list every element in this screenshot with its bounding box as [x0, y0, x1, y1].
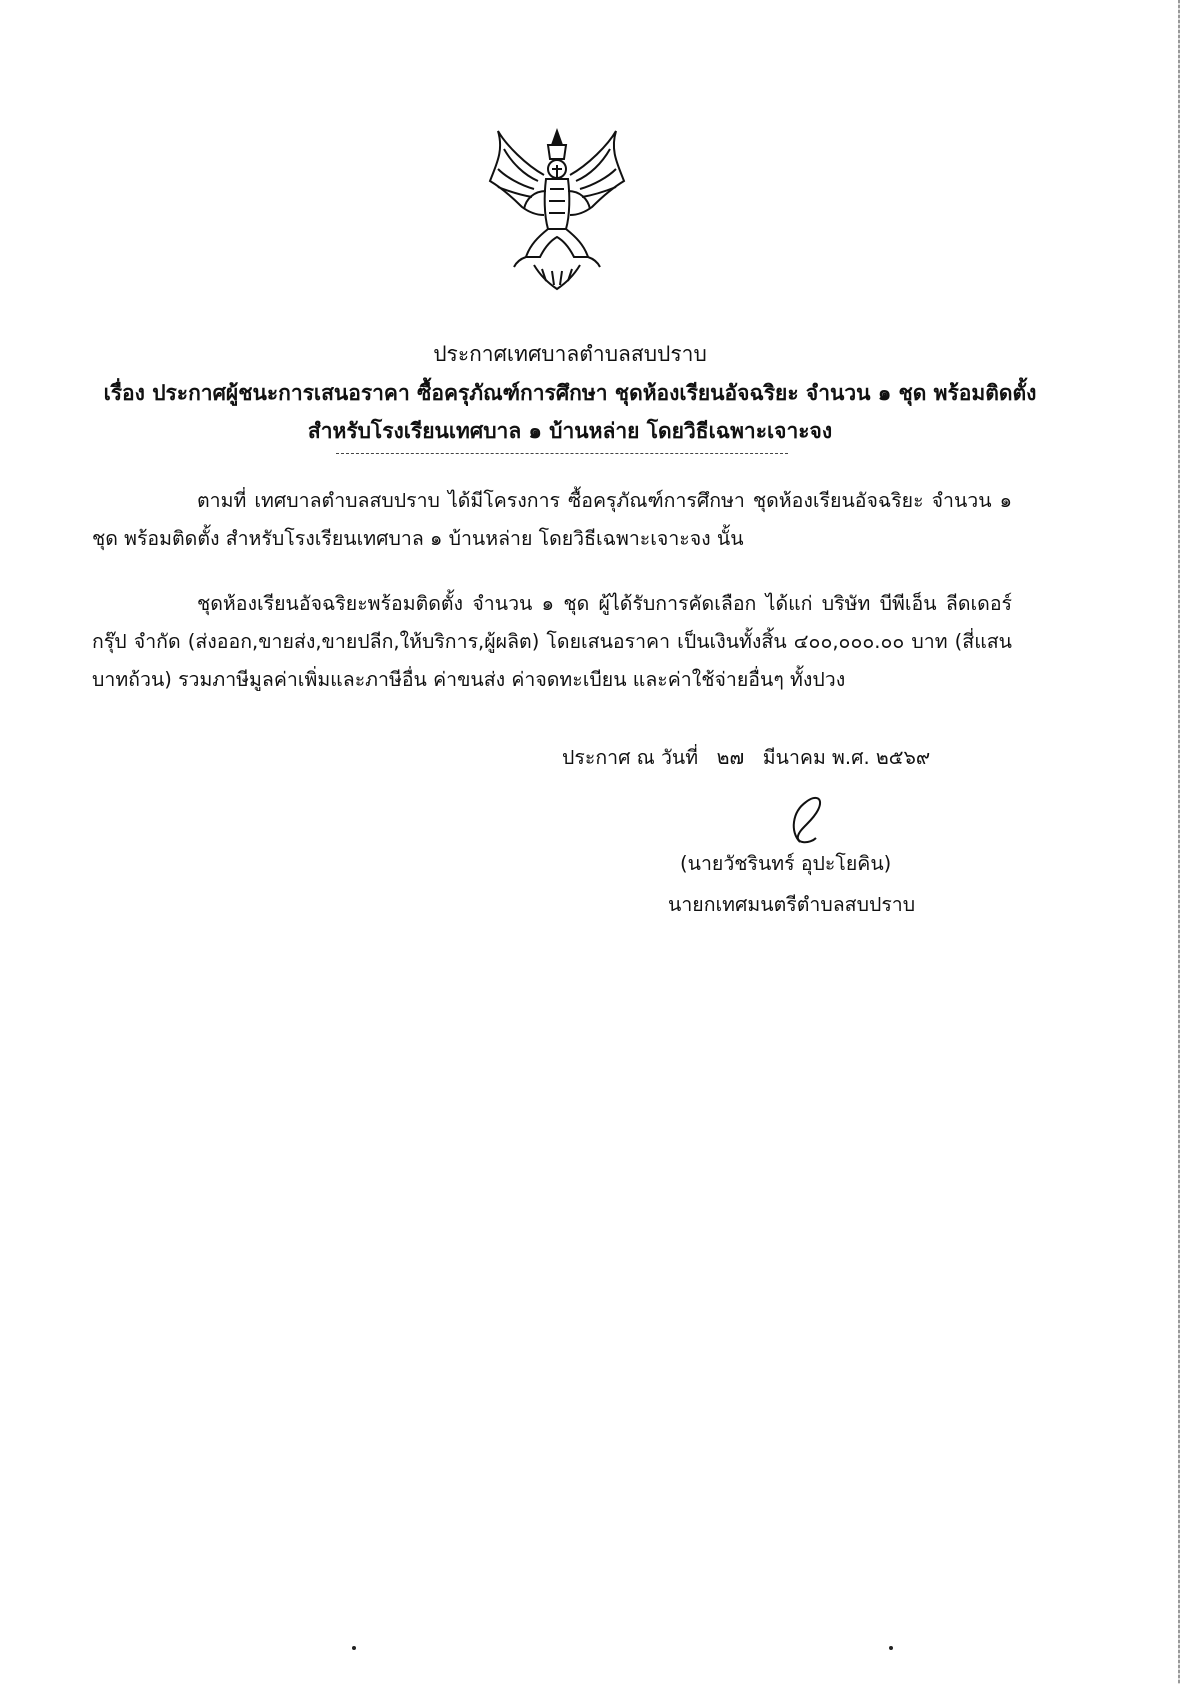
signer-name: (นายวัชรินทร์ อุปะโยคิน) [680, 852, 892, 875]
header-divider [336, 453, 788, 454]
scan-speck [889, 1646, 893, 1650]
garuda-emblem-icon [486, 125, 628, 293]
scan-speck [352, 1646, 356, 1650]
signer-position: นายกเทศมนตรีตำบลสบปราบ [668, 893, 916, 916]
subject-line-1: เรื่อง ประกาศผู้ชนะการเสนอราคา ซื้อครุภัณฑ์การศึกษา ชุดห้องเรียนอัจฉริยะ จำนวน ๑ ชุด พร้อมติดตั้ง [103, 381, 1037, 405]
handwritten-signature-icon [770, 782, 850, 852]
announce-date: ประกาศ ณ วันที่ ๒๗ มีนาคม พ.ศ. ๒๕๖๙ [562, 746, 931, 769]
body-paragraph-2: ชุดห้องเรียนอัจฉริยะพร้อมติดตั้ง จำนวน ๑ ชุด ผู้ได้รับการคัดเลือก ได้แก่ บริษัท บีพีเอ็น ลีดเดอร์ กรุ๊ป จำกัด (ส่งออก,ขายส่ง,ขายปลีก,ให้บริการ,ผู้ผลิต) โดยเสนอราคา เป็นเงินทั้งสิ้น ๔๐๐,๐๐๐.๐๐ บาท (สี่แสนบาทถ้วน) รวมภาษีมูลค่าเพิ่มและภาษีอื่น ค่าขนส่ง ค่าจดทะเบียน และค่าใช้จ่ายอื่นๆ ทั้งปวง [92, 592, 1012, 691]
body-paragraph-1: ตามที่ เทศบาลตำบลสบปราบ ได้มีโครงการ ซื้อครุภัณฑ์การศึกษา ชุดห้องเรียนอัจฉริยะ จำนวน ๑ ชุด พร้อมติดตั้ง สำหรับโรงเรียนเทศบาล ๑ บ้านหล่าย โดยวิธีเฉพาะเจาะจง นั้น [92, 489, 1012, 550]
scan-edge-line [1178, 0, 1180, 1684]
subject-line-2: สำหรับโรงเรียนเทศบาล ๑ บ้านหล่าย โดยวิธีเฉพาะเจาะจง [307, 419, 833, 443]
issuer-title: ประกาศเทศบาลตำบลสบปราบ [433, 342, 707, 366]
